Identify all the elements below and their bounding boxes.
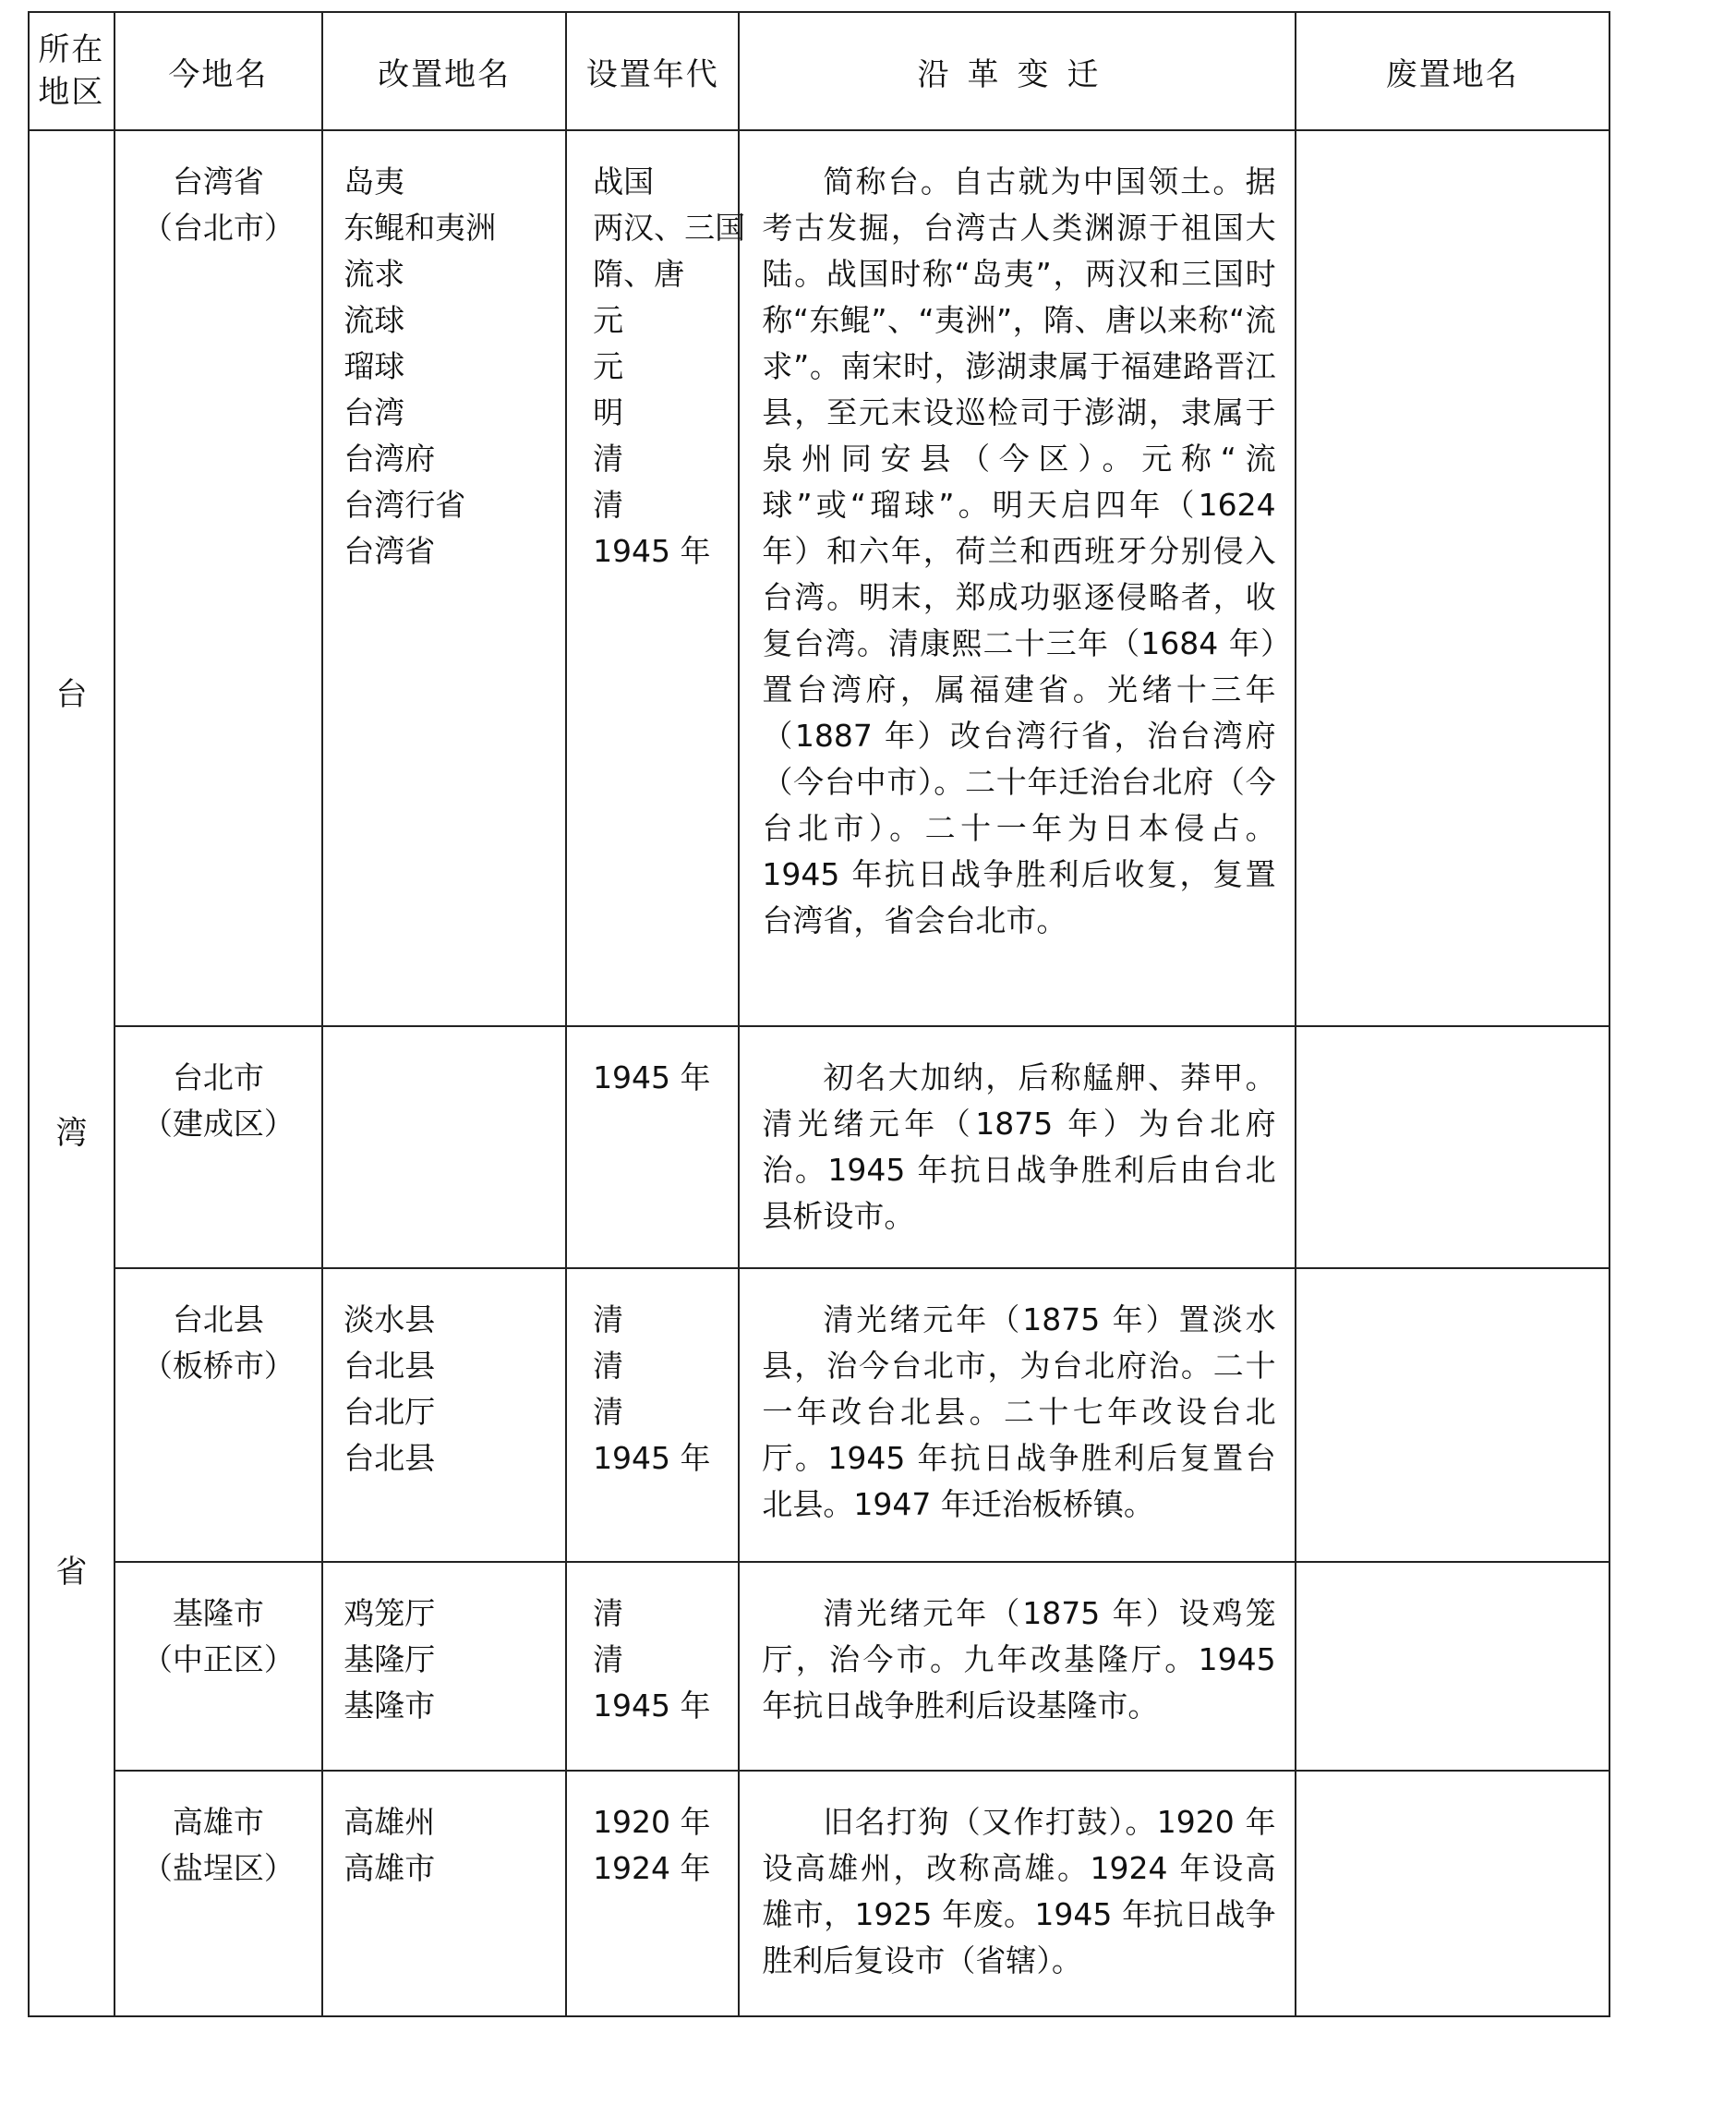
renamed-item: 淡水县: [344, 1301, 436, 1337]
seat-name: （台北市）: [141, 210, 295, 246]
renamed-item: 流球: [344, 302, 405, 338]
established-item: 1924 年: [593, 1850, 711, 1886]
renamed-item: 流求: [344, 256, 405, 292]
established-item: 清: [593, 1641, 624, 1677]
region-char: 台: [55, 676, 88, 713]
established-item: 两汉、三国: [593, 210, 746, 246]
table-row: [29, 1026, 1609, 1268]
renamed-item: 台北厅: [344, 1394, 436, 1430]
history-cell: [739, 1026, 1295, 1268]
current-name: 基隆市: [172, 1595, 264, 1631]
seat-name: （盐埕区）: [141, 1850, 295, 1886]
current-name-cell: [115, 1562, 323, 1771]
established-item: 清: [593, 441, 624, 477]
renamed-cell: [322, 1026, 566, 1268]
header-region: 所在地区: [29, 12, 115, 130]
established-item: 战国: [593, 163, 655, 200]
region-cell: [29, 130, 115, 2016]
history-text: 清光绪元年（1875 年）设鸡笼厅，治今市。九年改基隆厅。1945 年抗日战争胜利后设基隆市。: [762, 1595, 1276, 1724]
established-item: 元: [593, 348, 624, 384]
history-cell: [739, 1562, 1295, 1771]
table-row: [29, 1562, 1609, 1771]
history-cell: [739, 1771, 1295, 2016]
renamed-item: 高雄市: [344, 1850, 436, 1886]
region-char: 省: [55, 1554, 88, 1591]
renamed-item: 台北县: [344, 1440, 436, 1476]
region-char: 湾: [55, 1115, 88, 1152]
history-cell: [739, 130, 1295, 1026]
seat-name: （建成区）: [141, 1106, 295, 1142]
current-name: 台北县: [172, 1301, 264, 1337]
established-item: 元: [593, 302, 624, 338]
renamed-item: 台湾: [344, 394, 405, 430]
history-text: 初名大加纳，后称艋舺、莽甲。清光绪元年（1875 年）为台北府治。1945 年抗日战争胜利后由台北县析设市。: [762, 1059, 1276, 1234]
established-item: 明: [593, 394, 624, 430]
seat-name: （板桥市）: [141, 1348, 295, 1384]
established-item: 清: [593, 1394, 624, 1430]
place-name-table: [28, 11, 1610, 2017]
renamed-cell: [322, 1268, 566, 1562]
established-item: 1945 年: [593, 1688, 711, 1724]
renamed-item: 高雄州: [344, 1804, 436, 1840]
established-cell: [566, 1026, 739, 1268]
renamed-item: 鸡笼厅: [344, 1595, 436, 1631]
renamed-item: 台湾府: [344, 441, 436, 477]
current-name: 台北市: [172, 1059, 264, 1095]
established-item: 隋、唐: [593, 256, 685, 292]
current-name: 高雄市: [172, 1804, 264, 1840]
renamed-item: 基隆厅: [344, 1641, 436, 1677]
renamed-cell: [322, 1562, 566, 1771]
gazetteer-page: [28, 11, 1610, 2017]
established-item: 1945 年: [593, 1059, 711, 1095]
established-item: 清: [593, 1301, 624, 1337]
established-item: 1920 年: [593, 1804, 711, 1840]
established-cell: [566, 1268, 739, 1562]
seat-name: （中正区）: [141, 1641, 295, 1677]
renamed-item: 岛夷: [344, 163, 405, 200]
header-current-name: 今地名: [115, 12, 323, 130]
established-item: 清: [593, 1348, 624, 1384]
header-established: 设置年代: [566, 12, 739, 130]
abolished-cell: [1296, 1026, 1609, 1268]
history-text: 简称台。自古就为中国领土。据考古发掘，台湾古人类渊源于祖国大陆。战国时称“岛夷”，两汉和三国时称“东鲲”、“夷洲”，隋、唐以来称“流求”。南宋时，澎湖隶属于福建路晋江县，至元末设巡检司于澎湖，隶属于泉州同安县（今区）。元称“流球”或“瑠球”。明天启四年（1624 年）和六年，荷兰和西班牙分别侵入台湾。明末，郑成功驱逐侵略者，收复台湾。清康熙二十三年（1684 年）置台湾府，属福建省。光绪十三年（1887 年）改台湾行省，治台湾府（今台中市）。二十年迁治台北府（今台北市）。二十一年为日本侵占。1945 年抗日战争胜利后收复，复置台湾省，省会台北市。: [762, 163, 1276, 938]
history-text: 旧名打狗（又作打鼓）。1920 年设高雄州，改称高雄。1924 年设高雄市，1925 年废。1945 年抗日战争胜利后复设市（省辖）。: [762, 1804, 1276, 1978]
renamed-cell: [322, 1771, 566, 2016]
established-cell: [566, 1562, 739, 1771]
abolished-cell: [1296, 1268, 1609, 1562]
current-name: 台湾省: [172, 163, 264, 200]
established-cell: [566, 130, 746, 1026]
renamed-item: 基隆市: [344, 1688, 436, 1724]
established-cell: [566, 1771, 739, 2016]
header-row: [29, 12, 1609, 130]
established-item: 1945 年: [593, 1440, 711, 1476]
current-name-cell: [115, 1771, 323, 2016]
renamed-item: 台北县: [344, 1348, 436, 1384]
renamed-item: 瑠球: [344, 348, 405, 384]
table-row: [29, 1268, 1609, 1562]
abolished-cell: [1296, 1562, 1609, 1771]
renamed-item: 东鲲和夷洲: [344, 210, 497, 246]
header-abolished: 废置地名: [1296, 12, 1609, 130]
established-item: 清: [593, 487, 624, 523]
current-name-cell: [115, 1026, 323, 1268]
table-row: [29, 1771, 1609, 2016]
renamed-item: 台湾省: [344, 533, 436, 569]
history-text: 清光绪元年（1875 年）置淡水县，治今台北市，为台北府治。二十一年改台北县。二十七年改设台北厅。1945 年抗日战争胜利后复置台北县。1947 年迁治板桥镇。: [762, 1301, 1276, 1522]
header-history: 沿革变迁: [739, 12, 1295, 130]
renamed-item: 台湾行省: [344, 487, 466, 523]
established-item: 清: [593, 1595, 624, 1631]
table-row: [29, 130, 1609, 1026]
history-cell: [739, 1268, 1295, 1562]
abolished-cell: [1296, 130, 1609, 1026]
renamed-cell: [322, 130, 566, 1026]
established-item: 1945 年: [593, 533, 711, 569]
current-name-cell: [115, 1268, 323, 1562]
header-renamed: 改置地名: [322, 12, 566, 130]
abolished-cell: [1296, 1771, 1609, 2016]
current-name-cell: [115, 130, 323, 1026]
